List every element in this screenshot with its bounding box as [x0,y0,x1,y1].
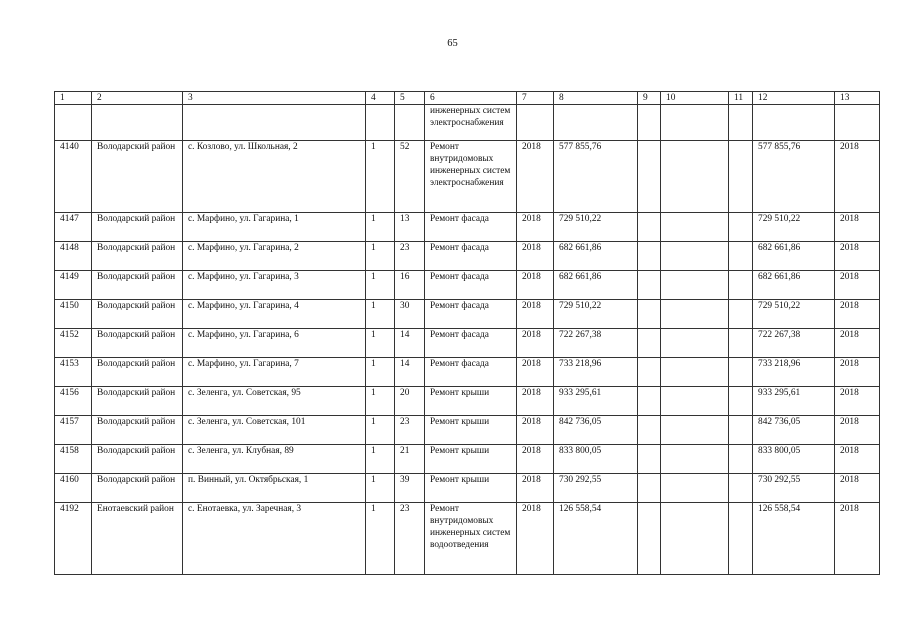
table-cell-c1: 4157 [55,416,92,445]
table-cell-c6: Ремонт внутридомовых инженерных систем электроснабжения [425,141,517,213]
table-cell-c13: 2018 [835,271,880,300]
table-cell-c5: 52 [395,141,425,213]
table-cell-c12: 729 510,22 [753,213,835,242]
table-cell-c6: Ремонт фасада [425,213,517,242]
table-cell-c10 [661,213,729,242]
table-cell-c7: 2018 [517,503,554,575]
table-cell-c11 [729,271,753,300]
table-cell-c2: Володарский район [92,445,183,474]
table-cell-c3: п. Винный, ул. Октябрьская, 1 [183,474,366,503]
table-cell-c6: Ремонт фасада [425,329,517,358]
table-cell-c11 [729,387,753,416]
table-cell-c12: 126 558,54 [753,503,835,575]
table-cell-c10 [661,271,729,300]
table-cell-c2: Володарский район [92,387,183,416]
table-cell-c13: 2018 [835,242,880,271]
header-cell: 8 [554,92,638,105]
table-cell-c4: 1 [366,503,395,575]
table-cell-c1: 4152 [55,329,92,358]
table-row [55,503,880,575]
table-cell-c12: 730 292,55 [753,474,835,503]
header-cell: 7 [517,92,554,105]
table-cell-c1: 4160 [55,474,92,503]
table-cell-c4: 1 [366,300,395,329]
table-cell-c1: 4153 [55,358,92,387]
table-cell-c5: 21 [395,445,425,474]
table-cell-c7 [517,105,554,141]
table-cell-c6: Ремонт крыши [425,387,517,416]
table-cell-c1: 4140 [55,141,92,213]
table-cell-c1: 4156 [55,387,92,416]
table-cell-c7: 2018 [517,242,554,271]
table-cell-c8: 126 558,54 [554,503,638,575]
table-cell-c8: 730 292,55 [554,474,638,503]
table-cell-c7: 2018 [517,141,554,213]
table-cell-c9 [638,358,661,387]
table-cell-c3: с. Марфино, ул. Гагарина, 3 [183,271,366,300]
table-cell-c2: Володарский район [92,300,183,329]
table-cell-c8: 682 661,86 [554,271,638,300]
table-cell-c9 [638,242,661,271]
table-cell-c7: 2018 [517,445,554,474]
table-cell-c7: 2018 [517,213,554,242]
table-cell-c10 [661,445,729,474]
table-cell-c10 [661,503,729,575]
table-cell-c8: 729 510,22 [554,213,638,242]
table-cell-c3: с. Марфино, ул. Гагарина, 1 [183,213,366,242]
table-cell-c9 [638,213,661,242]
table-cell-c5: 39 [395,474,425,503]
table-cell-c2: Володарский район [92,329,183,358]
table-cell-c3: с. Зеленга, ул. Клубная, 89 [183,445,366,474]
table-cell-c5: 20 [395,387,425,416]
table-cell-c1: 4150 [55,300,92,329]
table-cell-c4: 1 [366,474,395,503]
table-cell-c9 [638,445,661,474]
table-cell-c8: 682 661,86 [554,242,638,271]
repair-schedule-table [54,91,880,575]
table-row [55,242,880,271]
table-row [55,358,880,387]
table-cell-c11 [729,503,753,575]
table-cell-c5: 23 [395,503,425,575]
table-cell-c1: 4192 [55,503,92,575]
table-cell-c13: 2018 [835,329,880,358]
table-cell-c5: 14 [395,329,425,358]
table-cell-c11 [729,474,753,503]
table-cell-c3: с. Енотаевка, ул. Заречная, 3 [183,503,366,575]
table-cell-c8: 722 267,38 [554,329,638,358]
table-cell-c13: 2018 [835,416,880,445]
table-cell-c12: 722 267,38 [753,329,835,358]
table-cell-c9 [638,503,661,575]
table-row [55,445,880,474]
table-cell-c12: 577 855,76 [753,141,835,213]
table-row [55,213,880,242]
table-cell-c11 [729,213,753,242]
table-cell-c1: 4147 [55,213,92,242]
table-cell-c5: 23 [395,242,425,271]
table-cell-c2 [92,105,183,141]
table-cell-c2: Володарский район [92,474,183,503]
table-cell-c4: 1 [366,387,395,416]
table-cell-c11 [729,358,753,387]
table-cell-c2: Володарский район [92,358,183,387]
table-cell-c5: 13 [395,213,425,242]
table-cell-c7: 2018 [517,329,554,358]
table-cell-c13: 2018 [835,141,880,213]
table-cell-c8: 933 295,61 [554,387,638,416]
table-cell-c10 [661,329,729,358]
table-cell-c6: Ремонт фасада [425,358,517,387]
table-cell-c8: 729 510,22 [554,300,638,329]
table-row [55,416,880,445]
table-cell-c5: 16 [395,271,425,300]
table-cell-c10 [661,358,729,387]
table-cell-c4 [366,105,395,141]
table-cell-c4: 1 [366,329,395,358]
table-cell-c6: инженерных систем электроснабжения [425,105,517,141]
table-cell-c3: с. Марфино, ул. Гагарина, 2 [183,242,366,271]
table-cell-c1: 4148 [55,242,92,271]
table-row [55,300,880,329]
table-cell-c5 [395,105,425,141]
table-cell-c7: 2018 [517,416,554,445]
table-cell-c9 [638,105,661,141]
table-cell-c12: 682 661,86 [753,242,835,271]
table-cell-c6: Ремонт крыши [425,416,517,445]
table-cell-c6: Ремонт крыши [425,445,517,474]
table-cell-c2: Володарский район [92,141,183,213]
table-cell-c1 [55,105,92,141]
table-cell-c9 [638,300,661,329]
page-number: 65 [447,38,458,49]
header-cell: 12 [753,92,835,105]
header-cell: 13 [835,92,880,105]
table-cell-c12: 842 736,05 [753,416,835,445]
table-cell-c8: 842 736,05 [554,416,638,445]
table-cell-c1: 4158 [55,445,92,474]
table-cell-c13: 2018 [835,213,880,242]
table-cell-c3: с. Зеленга, ул. Советская, 95 [183,387,366,416]
table-row [55,271,880,300]
table-cell-c4: 1 [366,271,395,300]
table-cell-c10 [661,300,729,329]
table-cell-c7: 2018 [517,300,554,329]
table-cell-c10 [661,387,729,416]
table-cell-c13 [835,105,880,141]
table-cell-c3 [183,105,366,141]
table-cell-c7: 2018 [517,271,554,300]
table-cell-c9 [638,387,661,416]
header-cell: 5 [395,92,425,105]
table-row [55,387,880,416]
header-cell: 11 [729,92,753,105]
table-cell-c12: 729 510,22 [753,300,835,329]
table-cell-c10 [661,141,729,213]
header-cell: 3 [183,92,366,105]
header-cell: 9 [638,92,661,105]
table-cell-c4: 1 [366,358,395,387]
table-cell-c11 [729,242,753,271]
table-cell-c5: 30 [395,300,425,329]
table-cell-c12: 733 218,96 [753,358,835,387]
header-row [55,92,880,105]
table-cell-c13: 2018 [835,358,880,387]
table-cell-c11 [729,416,753,445]
table-cell-c6: Ремонт фасада [425,300,517,329]
table-cell-c13: 2018 [835,300,880,329]
table-cell-c7: 2018 [517,358,554,387]
table-cell-c8 [554,105,638,141]
table-cell-c6: Ремонт внутридомовых инженерных систем водоотведения [425,503,517,575]
table-cell-c2: Енотаевский район [92,503,183,575]
table-cell-c10 [661,416,729,445]
table-cell-c2: Володарский район [92,242,183,271]
header-cell: 1 [55,92,92,105]
table-cell-c1: 4149 [55,271,92,300]
table-cell-c5: 23 [395,416,425,445]
table-cell-c13: 2018 [835,474,880,503]
table-cell-c12: 833 800,05 [753,445,835,474]
table-row [55,329,880,358]
table-cell-c11 [729,300,753,329]
table-cell-c3: с. Зеленга, ул. Советская, 101 [183,416,366,445]
table-cell-c9 [638,416,661,445]
table-cell-c13: 2018 [835,387,880,416]
table-cell-c5: 14 [395,358,425,387]
table-cell-c6: Ремонт фасада [425,271,517,300]
table-cell-c6: Ремонт фасада [425,242,517,271]
table-cell-c8: 833 800,05 [554,445,638,474]
table-cell-c4: 1 [366,416,395,445]
table-row [55,141,880,213]
table-cell-c9 [638,329,661,358]
table-cell-c8: 733 218,96 [554,358,638,387]
table-cell-c11 [729,141,753,213]
table-row [55,105,880,141]
table-cell-c12: 682 661,86 [753,271,835,300]
table-cell-c10 [661,242,729,271]
table-cell-c4: 1 [366,445,395,474]
table-cell-c13: 2018 [835,503,880,575]
table-cell-c3: с. Марфино, ул. Гагарина, 4 [183,300,366,329]
table-cell-c2: Володарский район [92,213,183,242]
table-cell-c10 [661,105,729,141]
table-cell-c4: 1 [366,213,395,242]
header-cell: 6 [425,92,517,105]
table-cell-c12 [753,105,835,141]
header-cell: 2 [92,92,183,105]
table-row [55,474,880,503]
table-cell-c8: 577 855,76 [554,141,638,213]
table-cell-c7: 2018 [517,474,554,503]
table-cell-c11 [729,329,753,358]
table-cell-c7: 2018 [517,387,554,416]
table-cell-c9 [638,271,661,300]
table-cell-c6: Ремонт крыши [425,474,517,503]
table-cell-c4: 1 [366,141,395,213]
table-cell-c2: Володарский район [92,271,183,300]
table-cell-c4: 1 [366,242,395,271]
table-cell-c3: с. Марфино, ул. Гагарина, 6 [183,329,366,358]
table-cell-c13: 2018 [835,445,880,474]
table-cell-c9 [638,474,661,503]
table-cell-c11 [729,445,753,474]
table-cell-c2: Володарский район [92,416,183,445]
table-cell-c3: с. Марфино, ул. Гагарина, 7 [183,358,366,387]
header-cell: 4 [366,92,395,105]
header-cell: 10 [661,92,729,105]
table-cell-c10 [661,474,729,503]
table-cell-c3: с. Козлово, ул. Школьная, 2 [183,141,366,213]
table-cell-c9 [638,141,661,213]
table-cell-c11 [729,105,753,141]
table-cell-c12: 933 295,61 [753,387,835,416]
